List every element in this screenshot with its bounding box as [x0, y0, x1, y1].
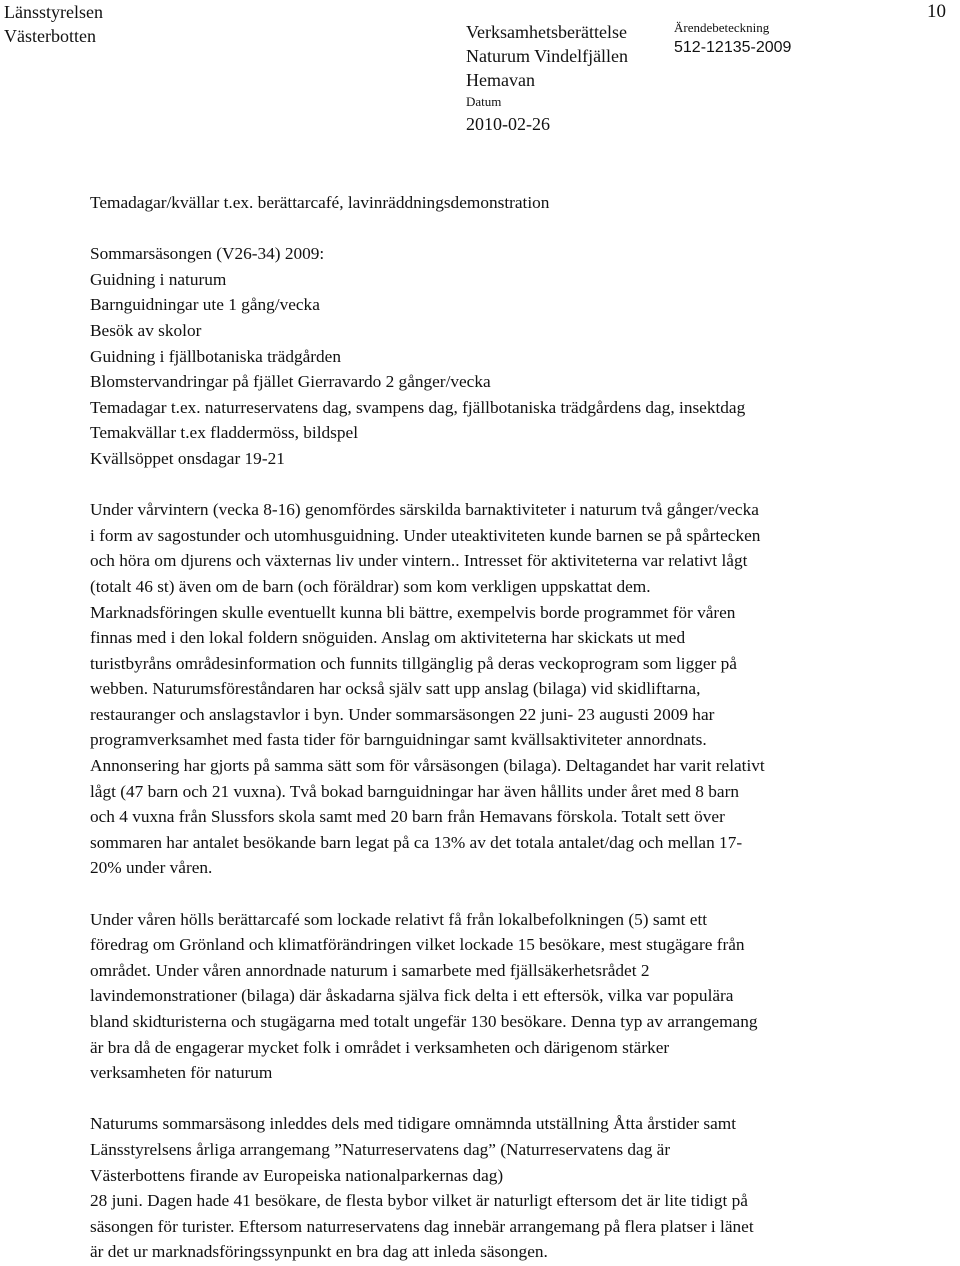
paragraph-line: finnas med i den lokal foldern snöguiden. Anslag om aktiviteterna har skickats ut med: [90, 628, 686, 648]
paragraph-line: programverksamhet med fasta tider för barnguidningar samt kvällsaktiviteter annordnats.: [90, 730, 707, 750]
list-item: Barnguidningar ute 1 gång/vecka: [90, 295, 320, 315]
paragraph-line: Marknadsföringen skulle eventuellt kunna bli bättre, exempelvis borde programmet för våren: [90, 602, 736, 622]
paragraph-line: Under vårvintern (vecka 8-16) genomfördes särskilda barnaktiviteter i naturum två gånger/vecka: [90, 500, 759, 520]
paragraph-line: lågt (47 barn och 21 vuxna). Två bokad barnguidningar har även hållits under året med 8 barn: [90, 781, 739, 801]
paragraph-line: Annonsering har gjorts på samma sätt som för vårsäsongen (bilaga). Deltagandet har varit relativt: [90, 756, 765, 776]
spacer: [90, 472, 952, 498]
paragraph-line: 28 juni. Dagen hade 41 besökare, de flesta bybor vilket är naturligt eftersom det är lite tidigt på: [90, 1191, 748, 1211]
paragraph-line: restauranger och anslagstavlor i byn. Under sommarsäsongen 22 juni- 23 augusti 2009 har: [90, 704, 715, 724]
paragraph-line: är det ur marknadsföringssynpunkt en bra dag att inleda säsongen.: [90, 1242, 548, 1262]
list-item: Temadagar t.ex. naturreservatens dag, svampens dag, fjällbotaniska trädgårdens dag, insektdag: [90, 397, 746, 417]
list-item: Sommarsäsongen (V26-34) 2009:: [90, 244, 325, 264]
paragraph-line: och höra om djurens och växternas liv under vintern.. Intresset för aktiviteterna var relativt lågt: [90, 551, 748, 571]
theme-days-line: Temadagar/kvällar t.ex. berättarcafé, lavinräddningsdemonstration: [90, 193, 550, 212]
header-organization: [4, 0, 103, 48]
paragraph-line: området. Under våren annordnade naturum i samarbete med fjällsäkerhetsrådet 2: [90, 960, 650, 980]
header-document-info: [466, 20, 628, 136]
paragraph-line: i form av sagostunder och utomhusguidning. Under uteaktiviteten kunde barnen se på spårtecken: [90, 525, 761, 545]
paragraph-spring-winter: [90, 497, 952, 881]
date-value: 2010-02-26: [466, 114, 550, 134]
paragraph-line: (totalt 46 st) även om de barn (och föräldrar) som kom verkligen uppskattat dem.: [90, 576, 651, 596]
summer-activity-list: [90, 241, 952, 471]
list-item: Temakvällar t.ex fladdermöss, bildspel: [90, 423, 359, 443]
spacer: [90, 881, 952, 907]
document-body: [90, 190, 952, 1265]
paragraph-line: Under våren hölls berättarcafé som lockade relativt få från lokalbefolkningen (5) samt ett: [90, 909, 708, 929]
spacer: [90, 1086, 952, 1112]
paragraph-line: sommaren har antalet besökande barn legat på ca 13% av det totala antalet/dag och mellan 17-: [90, 832, 743, 852]
paragraph-line: är bra då de engagerar mycket folk i området i verksamheten och därigenom stärker: [90, 1037, 670, 1057]
document-type: Verksamhetsberättelse: [466, 22, 627, 42]
org-county: Västerbotten: [4, 26, 96, 46]
date-label: Datum: [466, 94, 502, 109]
org-name: Länsstyrelsen: [4, 2, 103, 22]
header-reference: [674, 20, 791, 60]
paragraph-line: Länsstyrelsens årliga arrangemang ”Naturreservatens dag” (Naturreservatens dag är: [90, 1139, 671, 1159]
list-item: Guidning i fjällbotaniska trädgården: [90, 346, 341, 366]
document-subject: Naturum Vindelfjällen: [466, 46, 629, 66]
paragraph-line: och 4 vuxna från Slussfors skola samt med 20 barn från Hemavans förskola. Totalt sett över: [90, 807, 725, 827]
page-number: 10: [927, 1, 946, 22]
paragraph-line: bland skidturisterna och stugägarna med totalt ungefär 130 besökare. Denna typ av arrangemang: [90, 1012, 758, 1031]
paragraph-storytelling-cafe: [90, 907, 952, 1086]
reference-label: Ärendebeteckning: [674, 20, 770, 35]
paragraph-line: verksamheten för naturum: [90, 1063, 273, 1083]
paragraph-summer-season: [90, 1111, 952, 1265]
paragraph-line: webben. Naturumsföreståndaren har också själv satt upp anslag (bilaga) vid skidliftarna,: [90, 679, 701, 699]
spacer: [90, 216, 952, 242]
paragraph-line: lavindemonstrationer (bilaga) där åskadarna själva fick delta i ett eftersök, vilka var populära: [90, 986, 734, 1006]
paragraph-line: Naturums sommarsäsong inleddes dels med tidigare omnämnda utställning Åtta årstider samt: [90, 1114, 736, 1134]
list-item: Blomstervandringar på fjället Gierravardo 2 gånger/vecka: [90, 372, 491, 392]
paragraph-line: säsongen för turister. Eftersom naturreservatens dag innebär arrangemang på flera platser i länet: [90, 1216, 754, 1236]
document-location: Hemavan: [466, 70, 535, 90]
list-item: Kvällsöppet onsdagar 19-21: [90, 448, 285, 468]
paragraph-line: 20% under våren.: [90, 858, 213, 878]
list-item: Guidning i naturum: [90, 269, 227, 289]
list-item: Besök av skolor: [90, 320, 202, 340]
reference-number: 512-12135-2009: [674, 39, 792, 56]
paragraph-line: Västerbottens firande av Europeiska nationalparkernas dag): [90, 1165, 504, 1185]
paragraph-line: turistbyråns områdesinformation och funnits tillgänglig på deras veckoprogram som ligger på: [90, 653, 737, 673]
paragraph-line: föredrag om Grönland och klimatförändringen vilket lockade 15 besökare, mest stugägare från: [90, 935, 745, 955]
